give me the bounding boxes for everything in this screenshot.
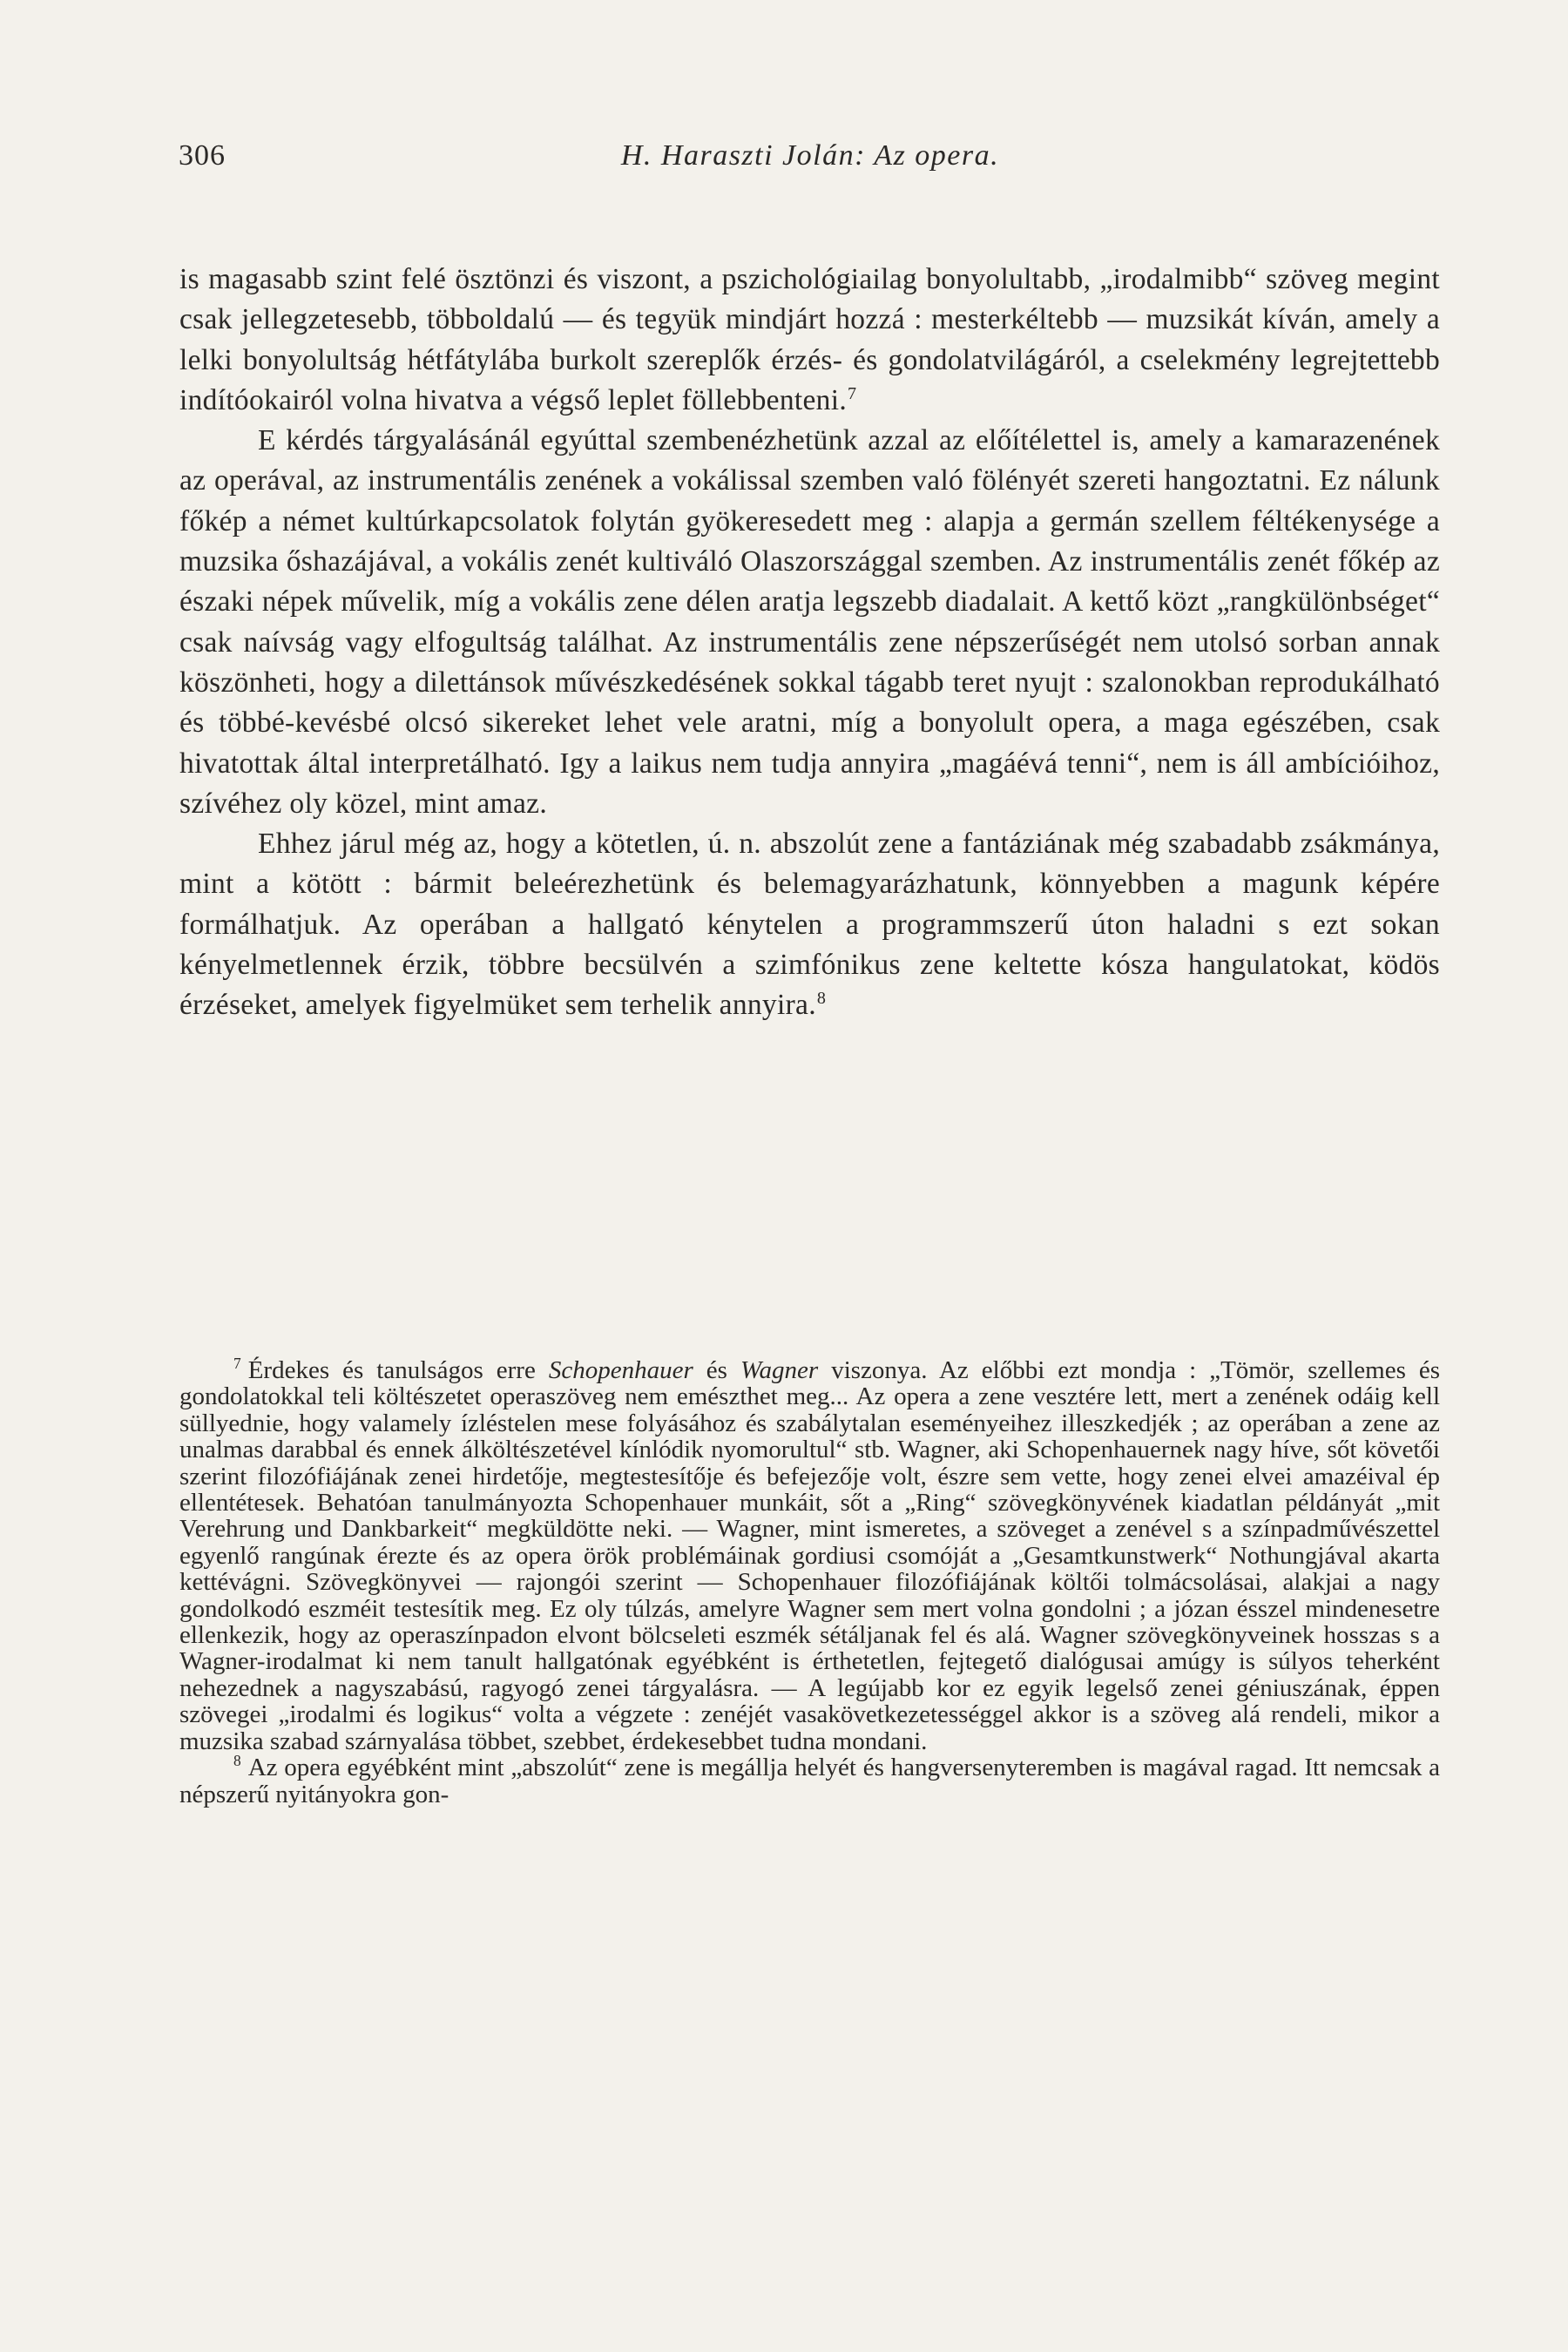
footnotes: [179, 1357, 1440, 1808]
page-number: 306: [179, 139, 226, 172]
paragraph-3: [179, 824, 1440, 1025]
footnote-7-mark: 7: [233, 1355, 241, 1373]
footnote-7-text-b: és: [706, 1356, 727, 1384]
footnote-7-text-a: Érdekes és tanulságos erre: [247, 1356, 536, 1384]
footnote-ref-8: 8: [816, 989, 827, 1009]
footnote-8: [179, 1754, 1440, 1808]
paragraph-1: [179, 260, 1440, 421]
paragraph-1-text: is magasabb szint felé ösztönzi és viszont, a pszichológiailag bonyolultabb, „irodalmibb“ szöveg megint csak jellegzetesebb, többoldalú — és tegyük mindjárt hozzá : mesterkéltebb — muzsikát kíván, amely a lelki bonyolultság hétfátylába burkolt szereplők érzés- és gondolatvilágáról, a cselekmény legrejtettebb indítóokairól volna hivatva a végső leplet föllebbenteni.: [179, 263, 1440, 416]
paragraph-2: E kérdés tárgyalásánál egyúttal szembenézhetünk azzal az előítélettel is, amely a kamarazenének az operával, az instrumentális zenének a vokálissal szemben való fölényét szereti hangoztatni. Ez nálunk főkép a német kultúrkapcsolatok folytán gyökeresedett meg : alapja a germán szellem féltékenysége a muzsika őshazájával, a vokális zenét kultiváló Olaszországgal szemben. Az instrumentális zenét főkép az északi népek művelik, míg a vokális zene délen aratja legszebb diadalait. A kettő közt „rangkülönbséget“ csak naívság vagy elfogultság találhat. Az instrumentális zene népszerűségét nem utolsó sorban annak köszönheti, hogy a dilettánsok művészkedésének sokkal tágabb teret nyujt : szalonokban reprodukálható és többé-kevésbé olcsó sikereket lehet vele aratni, míg a bonyolult opera, a maga egészében, csak hivatottak által interpretálható. Igy a laikus nem tudja annyira „magáévá tenni“, nem is áll ambícióihoz, szívéhez oly közel, mint amaz.: [179, 424, 1440, 820]
running-head: H. Haraszti Jolán: Az opera.: [620, 139, 1000, 172]
footnote-7-text-c: viszonya. Az előbbi ezt mondja : „Tömör, szellemes és gondolatokkal teli költészetet operaszöveg nem emészthet meg... Az opera a zene vesztére lett, mert a zenének odáig kell süllyednie, hogy valamely ízléstelen mese folyásához és szabálytalan eseményeihez illeszkedjék ; az operában a zene az unalmas darabbal és ennek álköltészetével kínlódik nyomorultul“ stb. Wagner, aki Schopenhauernek nagy híve, sőt követői szerint filozófiájának zenei hirdetője, megtestesítője és befejezője volt, észre sem vette, hogy zenei elvei amazéival ép ellentétesek. Behatóan tanulmányozta Schopenhauer munkáit, sőt a „Ring“ szövegkönyvének kiadatlan példányát „mit Verehrung und Dankbarkeit“ megküldötte neki. — Wagner, mint ismeretes, a szöveget a zenével s a színpadművészettel egyenlő rangúnak érezte és az opera örök problémáinak gordiusi csomóját a „Gesamtkunstwerk“ Nothungjával akarta kettévágni. Szövegkönyvei — rajongói szerint — Schopenhauer filozófiájának költői tolmácsolásai, alakjai a nagy gondolkodó eszméit testesítik meg. Ez oly túlzás, amelyre Wagner sem mert volna gondolni ; a józan ésszel mindenesetre ellenkezik, hogy az operaszínpadon elvont bölcseleti eszmék sétáljanak fel és alá. Wagner szövegkönyveinek hosszas s a Wagner-irodalmat ki nem tanult hallgatónak egyébként is érthetetlen, fejtegető dialógusai amúgy is súlyos teherként nehezednek a nagyszabású, ragyogó zenei tárgyalásra. — A legújabb kor ez egyik legelső zenei géniuszának, éppen szövegei „irodalmi és logikus“ volta a végzete : zenéjét vasakövetkezetességgel akkor is a szöveg alá rendeli, mikor a muzsika szabad szárnyalása többet, szebbet, érdekesebbet tudna mondani.: [179, 1356, 1441, 1755]
footnote-7-name-schopenhauer: Schopenhauer: [548, 1356, 693, 1384]
footnote-8-mark: 8: [233, 1752, 241, 1770]
footnote-7-name-wagner: Wagner: [740, 1356, 819, 1384]
main-text: [179, 260, 1440, 1026]
footnote-ref-7: 7: [848, 383, 857, 403]
paragraph-3-text: Ehhez járul még az, hogy a kötetlen, ú. n. abszolút zene a fantáziának még szabadabb zsákmánya, mint a kötött : bármit beleérezhetünk és belemagyarázhatunk, könnyebben a magunk képére formálhatjuk. Az operában a hallgató kénytelen a programmszerű úton haladni s ezt sokan kényelmetlennek érzik, többre becsülvén a szimfónikus zene keltette kósza hangulatokat, ködös érzéseket, amelyek figyelmüket sem terhelik annyira.: [179, 828, 1440, 1022]
footnote-8-text: Az opera egyébként mint „abszolút“ zene is megállja helyét és hangversenyteremben is magával ragad. Itt nemcsak a népszerű nyitányokra gon-: [179, 1754, 1440, 1808]
footnote-7: [179, 1357, 1440, 1754]
page-header: [179, 139, 1442, 185]
